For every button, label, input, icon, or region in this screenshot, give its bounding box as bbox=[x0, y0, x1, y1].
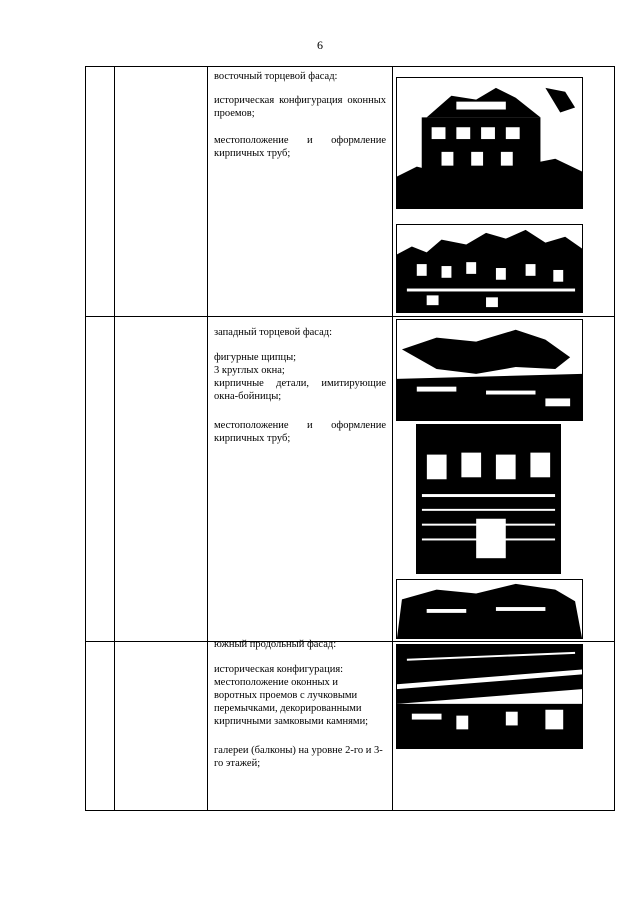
section-west-item-2: 3 круглых окна; bbox=[214, 365, 285, 376]
section-west-item-3-line-2: окна-бойницы; bbox=[214, 391, 282, 402]
column-divider-2 bbox=[207, 67, 208, 810]
west-facade-photo-3 bbox=[396, 579, 583, 639]
section-east-heading: восточный торцевой фасад: bbox=[214, 71, 338, 82]
section-south-item-2-line-1: галереи (балконы) на уровне 2-го и 3- bbox=[214, 745, 383, 756]
section-west-item-4-line-1: местоположение и оформление bbox=[214, 420, 386, 431]
section-south-item-1-line-3: воротных проемов с лучковыми bbox=[214, 690, 358, 701]
section-south-heading: южный продольный фасад: bbox=[214, 639, 337, 650]
section-west-heading: западный торцевой фасад: bbox=[214, 327, 332, 338]
section-east-item-1-line-2: проемов; bbox=[214, 108, 255, 119]
section-west-item-1: фигурные щипцы; bbox=[214, 352, 297, 363]
column-divider-3 bbox=[392, 67, 393, 810]
east-facade-photo-2 bbox=[396, 224, 583, 313]
section-east-item-2-line-1: местоположение и оформление bbox=[214, 135, 386, 146]
section-south-item-1-line-2: местоположение оконных и bbox=[214, 677, 339, 688]
table-frame bbox=[85, 66, 615, 811]
section-east-item-2-line-2: кирпичных труб; bbox=[214, 148, 291, 159]
column-divider-1 bbox=[114, 67, 115, 810]
section-south-item-1-line-1: историческая конфигурация: bbox=[214, 664, 344, 675]
west-facade-photo-1 bbox=[396, 319, 583, 421]
section-south-item-1-line-4: перемычками, декорированными bbox=[214, 703, 362, 714]
page-number: 6 bbox=[317, 38, 323, 52]
section-east-item-1-line-1: историческая конфигурация оконных bbox=[214, 95, 386, 106]
south-facade-photo bbox=[396, 644, 583, 749]
section-west-item-4-line-2: кирпичных труб; bbox=[214, 433, 291, 444]
west-facade-photo-2 bbox=[416, 424, 561, 574]
east-facade-photo-1 bbox=[396, 77, 583, 209]
section-west-item-3-line-1: кирпичные детали, имитирующие bbox=[214, 378, 386, 389]
section-south-item-2-line-2: го этажей; bbox=[214, 758, 261, 769]
row-divider-1 bbox=[86, 316, 614, 317]
section-south-item-1-line-5: кирпичными замковыми камнями; bbox=[214, 716, 369, 727]
